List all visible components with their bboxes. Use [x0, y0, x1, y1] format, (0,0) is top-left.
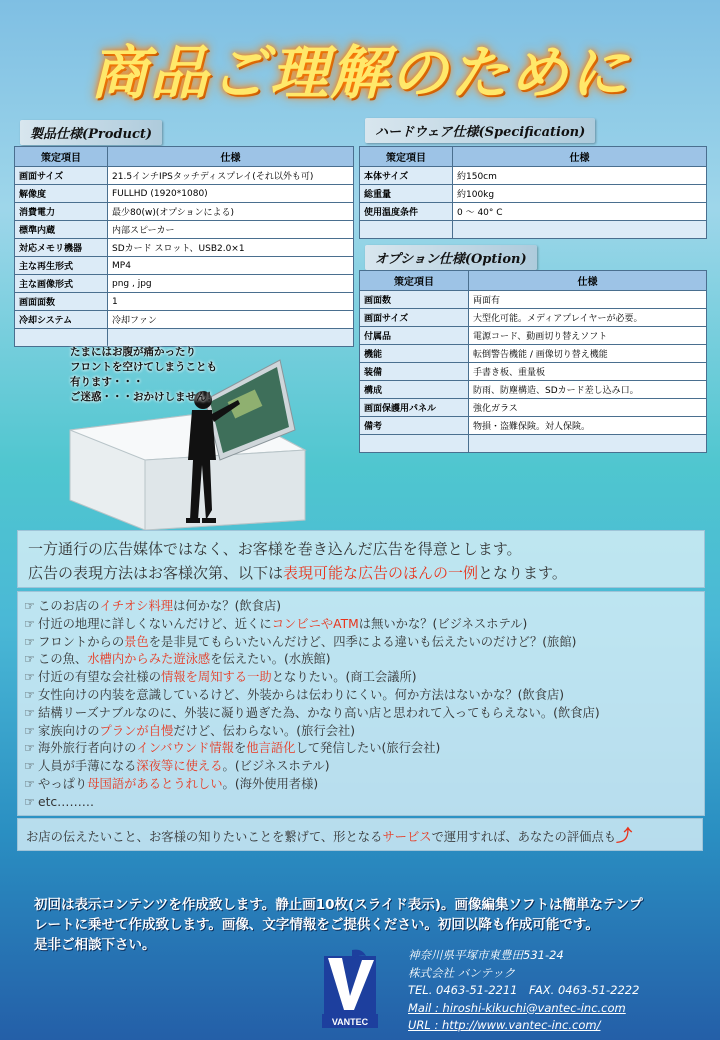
example-item: ☞ 付近の地理に詳しくないんだけど、近くにコンビニやATMは無いかな？(ビジネスホテル)	[24, 616, 528, 631]
table-row	[360, 327, 707, 345]
header-spec: 仕様	[469, 271, 707, 291]
pointing-hand-icon: ☞	[24, 705, 36, 720]
pointing-hand-icon: ☞	[24, 794, 36, 809]
table-row	[360, 345, 707, 363]
table-row	[15, 239, 354, 257]
row-value: 内部スピーカー	[108, 221, 354, 239]
row-label: 対応メモリ機器	[15, 239, 108, 257]
option-section-label: オプション仕様(Option)	[365, 245, 537, 270]
header-spec: 仕様	[453, 147, 707, 167]
table-row	[360, 309, 707, 327]
row-value: 1	[108, 293, 354, 311]
row-label: 装備	[360, 363, 469, 381]
row-value: 両面有	[469, 291, 707, 309]
row-value: 防雨、防塵構造、SDカード差し込み口。	[469, 381, 707, 399]
row-label: 冷却システム	[15, 311, 108, 329]
row-label: 備考	[360, 417, 469, 435]
pointing-hand-icon: ☞	[24, 634, 36, 649]
header-item: 策定項目	[15, 147, 108, 167]
row-label: 総重量	[360, 185, 453, 203]
table-row	[360, 167, 707, 185]
example-item: ☞ 付近の有望な会社様の情報を周知する一助となりたい。(商工会議所)	[24, 670, 417, 685]
table-row	[360, 417, 707, 435]
row-value: 電源コード、動画切り替えソフト	[469, 327, 707, 345]
intro-line-1: 一方通行の広告媒体ではなく、お客様を巻き込んだ広告を得意とします。	[28, 540, 522, 558]
example-item: ☞ この魚、水槽内からみた遊泳感を伝えたい。(水族館)	[24, 652, 331, 667]
table-row	[15, 203, 354, 221]
row-value: 転倒警告機能 / 画像切り替え機能	[469, 345, 707, 363]
bubble-line: フロントを空けてしまうことも	[70, 361, 217, 373]
pointing-hand-icon: ☞	[24, 759, 36, 774]
example-item: ☞ 結構リーズナブルなのに、外装に凝り過ぎた為、かなり高い店と思われて入ってもらえない。(飲食店)	[24, 705, 600, 720]
option-spec-table	[359, 270, 707, 453]
pointing-hand-icon: ☞	[24, 723, 36, 738]
row-label: 画面サイズ	[15, 167, 108, 185]
product-spec-table	[14, 146, 354, 347]
example-item: ☞ このお店のイチオシ料理は何かな？(飲食店)	[24, 599, 282, 613]
pointing-hand-icon: ☞	[24, 741, 36, 756]
row-label: 主な画像形式	[15, 275, 108, 293]
company-name: 株式会社 バンテック	[408, 965, 516, 980]
row-value: 最少80(w)(オプションによる)	[108, 203, 354, 221]
bubble-line: たまにはお腹が痛かったり	[70, 346, 196, 358]
table-row	[15, 185, 354, 203]
bubble-line: 有ります・・・	[70, 376, 144, 388]
row-value: png , jpg	[108, 275, 354, 293]
table-row	[15, 221, 354, 239]
closing-panel: お店の伝えたいこと、お客様の知りたいことを繋げて、形となるサービスで運用すれば、あなたの評価点も⤴	[17, 818, 703, 851]
intro-panel	[17, 530, 705, 588]
intro-highlight: 表現可能な広告のほんの一例	[283, 564, 479, 582]
closing-highlight: サービス	[382, 830, 432, 844]
empty-row	[360, 221, 707, 239]
row-label: 消費電力	[15, 203, 108, 221]
pointing-hand-icon: ☞	[24, 670, 36, 685]
row-value: 物損・盗難保険。対人保険。	[469, 417, 707, 435]
table-row	[360, 381, 707, 399]
row-label: 構成	[360, 381, 469, 399]
row-value: 強化ガラス	[469, 399, 707, 417]
pointing-hand-icon: ☞	[24, 776, 36, 791]
table-row	[15, 311, 354, 329]
example-item: ☞ 女性向けの内装を意識しているけど、外装からは伝わりにくい。何か方法はないかな？(飲食店)	[24, 687, 565, 702]
pointing-hand-icon: ☞	[24, 687, 36, 702]
product-section-label: 製品仕様(Product)	[20, 120, 162, 145]
row-value: MP4	[108, 257, 354, 275]
table-row	[15, 275, 354, 293]
hardware-spec-table	[359, 146, 707, 239]
row-label: 解像度	[15, 185, 108, 203]
row-label: 本体サイズ	[360, 167, 453, 185]
row-value: 大型化可能。メディアプレイヤーが必要。	[469, 309, 707, 327]
table-row	[15, 257, 354, 275]
row-label: 画面数	[360, 291, 469, 309]
table-row	[15, 293, 354, 311]
row-value: 冷却ファン	[108, 311, 354, 329]
pointing-hand-icon: ☞	[24, 599, 36, 613]
row-label: 画面サイズ	[360, 309, 469, 327]
phone-fax: TEL. 0463-51-2211 FAX. 0463-51-2222	[408, 983, 640, 997]
row-value: SDカード スロット、USB2.0×1	[108, 239, 354, 257]
table-row	[360, 185, 707, 203]
bubble-line: ご迷惑・・・おかけしません！	[70, 391, 217, 403]
table-row	[360, 291, 707, 309]
logo-text: VANTEC	[331, 1017, 369, 1027]
row-label: 主な再生形式	[15, 257, 108, 275]
row-value: 約100kg	[453, 185, 707, 203]
example-item: ☞ やっぱり母国語があるとうれしい。(海外使用者様)	[24, 776, 319, 791]
row-label: 標準内蔵	[15, 221, 108, 239]
pointing-hand-icon: ☞	[24, 652, 36, 667]
mail-link[interactable]: Mail : hiroshi-kikuchi@vantec-inc.com	[408, 1000, 626, 1015]
row-label: 機能	[360, 345, 469, 363]
example-item: ☞ フロントからの景色を是非見てもらいたいんだけど、四季による違いも伝えたいのだけど？(旅館)	[24, 634, 577, 649]
row-label: 画面面数	[15, 293, 108, 311]
vantec-logo	[322, 948, 378, 1030]
up-arrow-icon: ⤴	[616, 826, 633, 845]
empty-row	[360, 435, 707, 453]
table-row	[15, 167, 354, 185]
example-item: ☞ 人員が手薄になる深夜等に使える。(ビジネスホテル)	[24, 759, 330, 774]
row-value: 約150cm	[453, 167, 707, 185]
table-row	[360, 363, 707, 381]
row-value: FULLHD (1920*1080)	[108, 185, 354, 203]
table-row	[360, 203, 707, 221]
speech-bubble	[70, 345, 260, 405]
page-title: 商品ご理解のために	[89, 39, 630, 107]
url-link[interactable]: URL : http://www.vantec-inc.com/	[408, 1018, 601, 1032]
row-label: 付属品	[360, 327, 469, 345]
examples-list	[24, 598, 704, 812]
example-item: ☞ 海外旅行者向けのインバウンド情報を他言語化して発信したい(旅行会社)	[24, 741, 441, 756]
row-value: 手書き板、重量板	[469, 363, 707, 381]
hardware-section-label: ハードウェア仕様(Specification)	[365, 118, 595, 143]
header-item: 策定項目	[360, 271, 469, 291]
intro-line-2: 広告の表現方法はお客様次第、以下は表現可能な広告のほんの一例となります。	[28, 564, 567, 582]
example-item: ☞ 家族向けのプランが自慢だけど、伝わらない。(旅行会社)	[24, 723, 356, 738]
examples-panel	[17, 591, 705, 816]
example-item: ☞ etc………	[24, 794, 95, 809]
row-value: 21.5インチIPSタッチディスプレイ(それ以外も可)	[108, 167, 354, 185]
row-label: 画面保護用パネル	[360, 399, 469, 417]
row-label: 使用温度条件	[360, 203, 453, 221]
pointing-hand-icon: ☞	[24, 616, 36, 631]
header-item: 策定項目	[360, 147, 453, 167]
note-text: 初回は表示コンテンツを作成致します。静止画10枚(スライド表示)。画像編集ソフトは簡単なテンプ レートに乗せて作成致します。画像、文字情報をご提供ください。初回以降も作成可能です。 是非ご相談下さい。	[34, 897, 643, 953]
header-spec: 仕様	[108, 147, 354, 167]
address: 神奈川県平塚市東豊田531-24	[408, 948, 564, 962]
row-value: 0 ～ 40° C	[453, 203, 707, 221]
table-row	[360, 399, 707, 417]
contact-info	[408, 947, 639, 1035]
